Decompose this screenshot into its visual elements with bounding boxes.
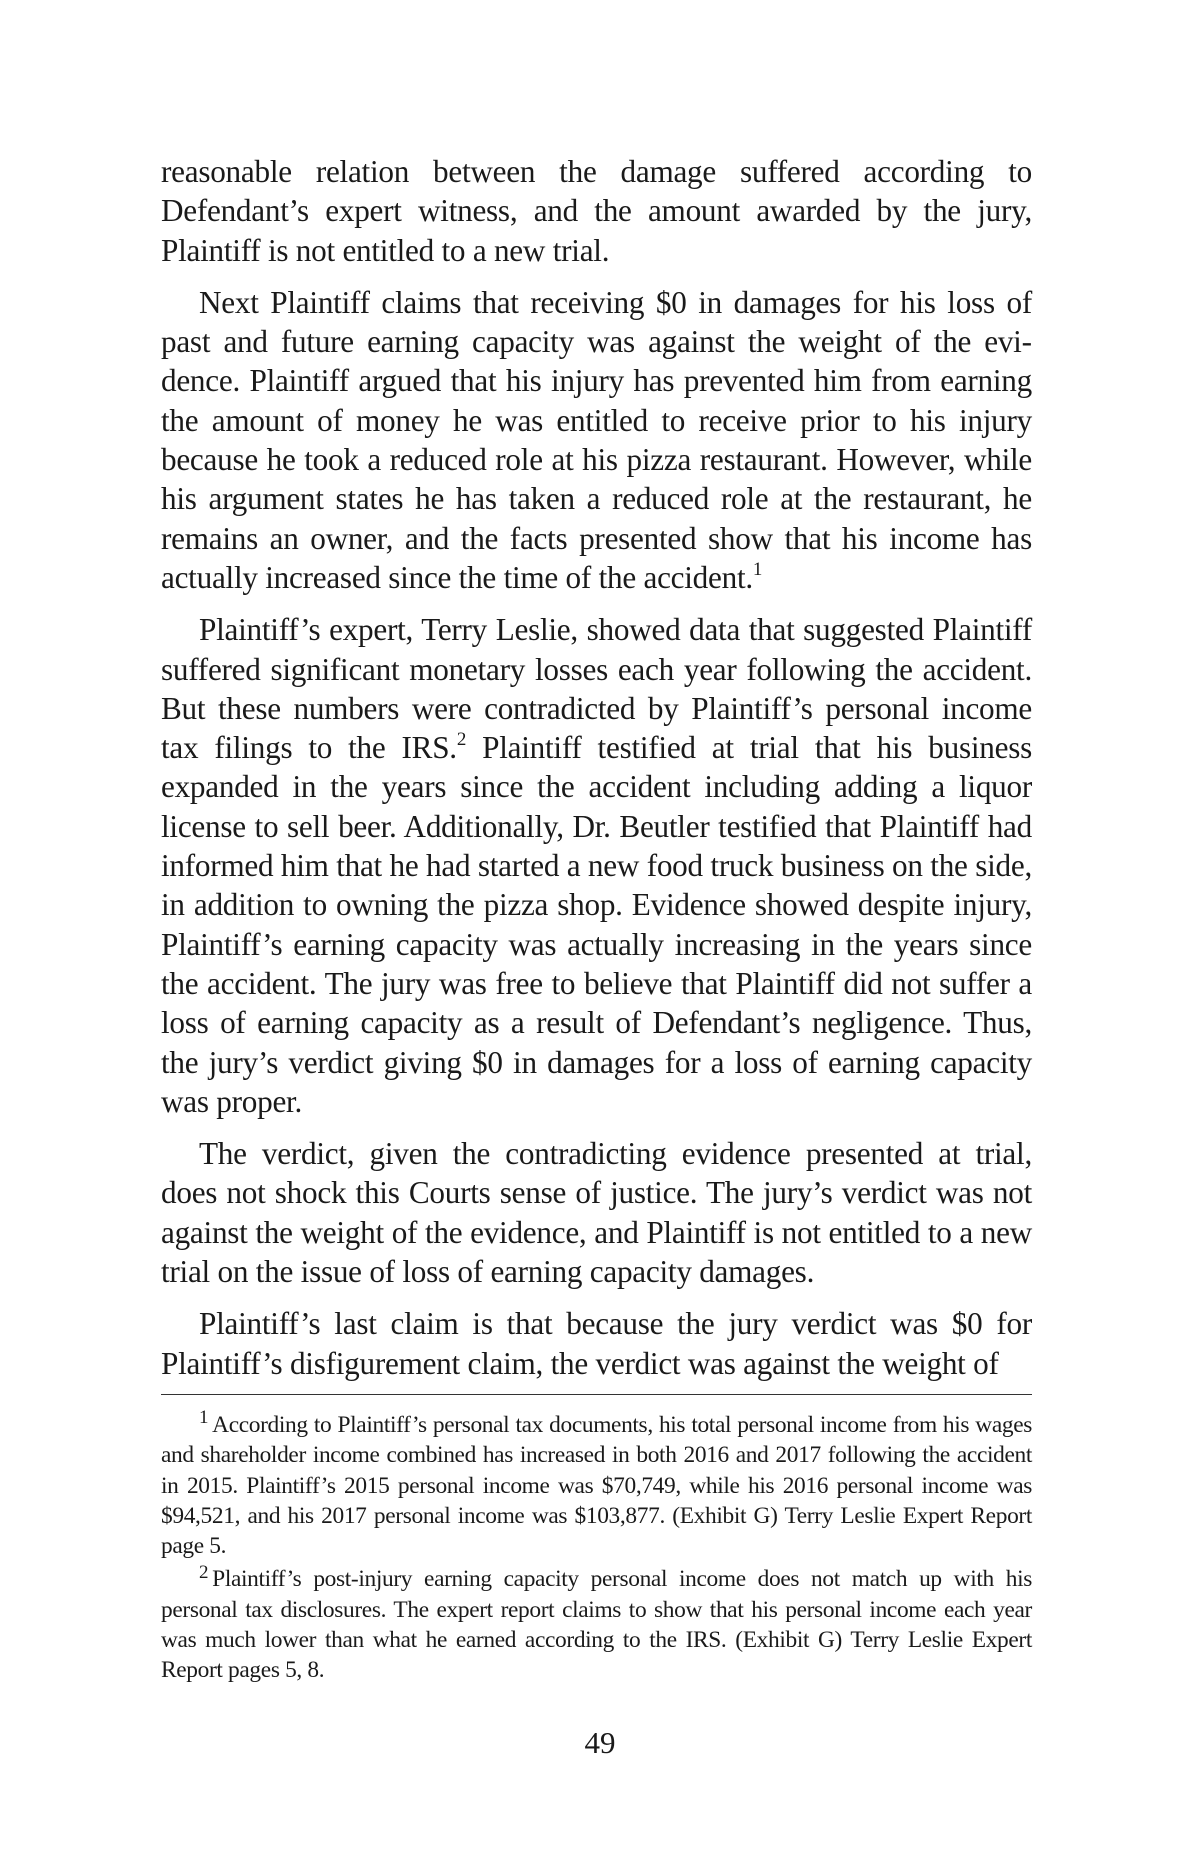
footnote-reference: 1: [752, 558, 763, 580]
paragraph-text: Plaintiff testified at trial that his business expanded in the years since the accident including adding a liquor license to sell beer. Additionally, Dr. Beutler testified that Plaintiff had informed him that he had started a new food truck business on the side, in addition to owning the pizza shop. Evidence showed despite injury, Plaintiff’s earning capacity was actually increasing in the years since the accident. The jury was free to believe that Plaintiff did not suffer a loss of earning capacity as a result of Defendant’s negligence. Thus, the jury’s verdict giving $0 in damages for a loss of earning capacity was proper.: [161, 730, 1032, 1119]
paragraph-text: reasonable relation between the damage suffered according to Defendant’s expert witness, and the amount awarded by the jury, Plaintiff is not entitled to a new trial.: [161, 154, 1032, 268]
paragraph: [161, 610, 1032, 1121]
paragraph: [161, 1304, 1032, 1383]
footnotes: [161, 1407, 1032, 1689]
footnote-number: 2: [199, 1561, 209, 1583]
footnote-text: According to Plaintiff’s personal tax documents, his total personal income from his wages and shareholder income combined has increased in both 2016 and 2017 following the accident in 2015. Plaintiff’s 2015 personal income was $70,749, while his 2016 personal income was $94,521, and his 2017 personal income was $103,877. (Exhibit G) Terry Leslie Expert Report page 5.: [161, 1412, 1032, 1560]
footnote-reference: 2: [456, 728, 467, 750]
footnote: [161, 1407, 1032, 1561]
paragraph-text: Plaintiff’s last claim is that because the jury verdict was $0 for Plaintiff’s disfigurement claim, the verdict was against the weight of: [161, 1306, 1032, 1381]
paragraph: [161, 283, 1032, 597]
paragraph: [161, 152, 1032, 270]
paragraph: [161, 1134, 1032, 1291]
main-text: [161, 152, 1032, 1396]
footnote-text: Plaintiff’s post-injury earning capacity personal income does not match up with his personal tax disclosures. The expert report claims to show that his personal income each year was much lower than what he earned according to the IRS. (Exhibit G) Terry Leslie Expert Report pages 5, 8.: [161, 1566, 1032, 1684]
paragraph-text: Plaintiff’s expert, Terry Leslie, showed data that suggested Plaintiff suffered significant monetary losses each year following the accident. But these numbers were contradicted by Plaintiff’s personal income tax filings to the IRS.: [161, 612, 1032, 766]
footnote: [161, 1561, 1032, 1685]
page-number: 49: [584, 1725, 616, 1760]
paragraph-text: The verdict, given the contradicting evidence presented at trial, does not shock this Courts sense of justice. The jury’s verdict was not against the weight of the evidence, and Plaintiff is not entitled to a new trial on the issue of loss of earning capacity damages.: [161, 1136, 1032, 1290]
footnote-divider: [161, 1394, 1032, 1395]
paragraph-text: Next Plaintiff claims that receiving $0 in damages for his loss of past and future earning capacity was against the weight of the evidence. Plaintiff argued that his injury has prevented him from earning the amount of money he was entitled to receive prior to his injury because he took a reduced role at his pizza restaurant. However, while his argument states he has taken a reduced role at the restaurant, he remains an owner, and the facts presented show that his income has actually increased since the time of the accident.: [161, 284, 1032, 595]
footnote-number: 1: [199, 1407, 209, 1429]
